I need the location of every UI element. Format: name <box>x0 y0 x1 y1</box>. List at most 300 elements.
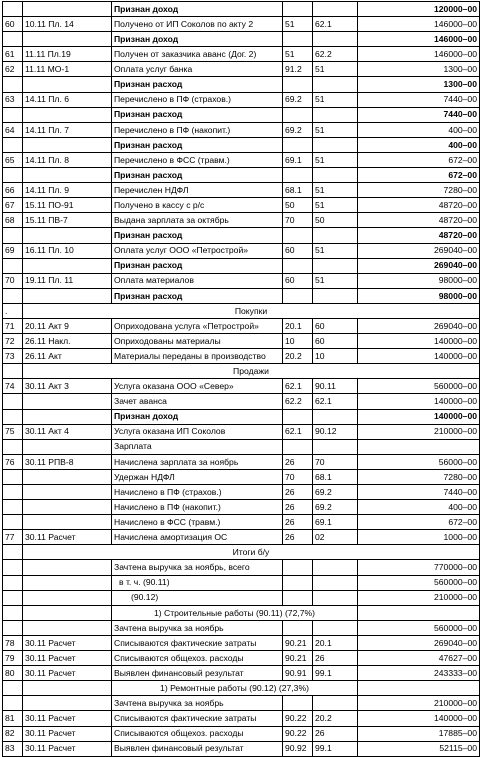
debit-account <box>283 77 313 92</box>
entry-operation: Оплата услуг ООО «Петрострой» <box>112 243 283 258</box>
entry-number <box>3 590 23 605</box>
debit-account: 70 <box>283 469 313 484</box>
debit-account: 90.21 <box>283 635 313 650</box>
entry-number <box>3 605 23 620</box>
entry-amount: 48720–00 <box>358 198 480 213</box>
entry-number <box>3 364 23 379</box>
entry-amount: 400–00 <box>358 500 480 515</box>
debit-account <box>283 590 313 605</box>
credit-account: 62.1 <box>313 394 358 409</box>
entry-date: 16.11 Пл. 10 <box>23 243 112 258</box>
entry-date <box>23 409 112 424</box>
entry-operation: Списываются общехоз. расходы <box>112 651 283 666</box>
entry-date: 26.11 Акт <box>23 349 112 364</box>
entry-amount: 269040–00 <box>358 258 480 273</box>
entry-date <box>23 500 112 515</box>
credit-account <box>313 288 358 303</box>
entry-operation: Перечислено в ПФ (накопит.) <box>112 122 283 137</box>
section-title: Итоги б/у <box>23 545 480 560</box>
debit-account: 20.1 <box>283 318 313 333</box>
entry-operation: Перечислено в ФСС (травм.) <box>112 152 283 167</box>
entry-number <box>3 500 23 515</box>
entry-amount: 140000–00 <box>358 349 480 364</box>
journal-row <box>3 409 480 424</box>
credit-account: 62.2 <box>313 47 358 62</box>
credit-account: 60 <box>313 334 358 349</box>
entry-number <box>3 439 23 454</box>
journal-row <box>3 122 480 137</box>
debit-account: 26 <box>283 530 313 545</box>
entry-amount: 140000–00 <box>358 334 480 349</box>
entry-operation: Списываются фактические затраты <box>112 711 283 726</box>
journal-row <box>3 273 480 288</box>
entry-date: 20.11 Акт 9 <box>23 318 112 333</box>
entry-number: 60 <box>3 17 23 32</box>
entry-number: 79 <box>3 651 23 666</box>
entry-operation: Зачтена выручка за ноябрь, всего <box>112 560 283 575</box>
entry-date: 30.11 Расчет <box>23 666 112 681</box>
journal-row <box>3 620 480 635</box>
entry-number: 70 <box>3 273 23 288</box>
section-title: Покупки <box>23 303 480 318</box>
entry-date: 14.11 Пл. 9 <box>23 183 112 198</box>
entry-date <box>23 439 112 454</box>
entry-date <box>23 590 112 605</box>
entry-number <box>3 681 23 696</box>
entry-number: 65 <box>3 152 23 167</box>
credit-account: 51 <box>313 198 358 213</box>
debit-account: 20.2 <box>283 349 313 364</box>
entry-operation: Списываются общехоз. расходы <box>112 726 283 741</box>
entry-amount: 560000–00 <box>358 575 480 590</box>
entry-date <box>23 620 112 635</box>
debit-account: 90.22 <box>283 726 313 741</box>
entry-number: 73 <box>3 349 23 364</box>
entry-amount: 269040–00 <box>358 318 480 333</box>
entry-date <box>23 77 112 92</box>
entry-amount: 146000–00 <box>358 47 480 62</box>
entry-date: 11.11 МО-1 <box>23 62 112 77</box>
entry-amount: 269040–00 <box>358 243 480 258</box>
section-title: Продажи <box>23 364 480 379</box>
entry-operation: Выдана зарплата за октябрь <box>112 213 283 228</box>
entry-operation: Оприходована услуга «Петрострой» <box>112 318 283 333</box>
credit-account <box>313 620 358 635</box>
debit-account: 90.21 <box>283 651 313 666</box>
debit-account <box>283 288 313 303</box>
entry-amount: 56000–00 <box>358 454 480 469</box>
entry-operation: Услуга оказана ООО «Север» <box>112 379 283 394</box>
journal-row <box>3 137 480 152</box>
entry-number: 69 <box>3 243 23 258</box>
credit-account: 50 <box>313 213 358 228</box>
journal-row <box>3 590 480 605</box>
entry-number: 80 <box>3 666 23 681</box>
entry-operation: Зарплата <box>112 439 283 454</box>
entry-date: 30.11 Расчет <box>23 726 112 741</box>
credit-account: 70 <box>313 454 358 469</box>
debit-account <box>283 107 313 122</box>
entry-amount: 269040–00 <box>358 635 480 650</box>
credit-account <box>313 77 358 92</box>
entry-date: 14.11 Пл. 7 <box>23 122 112 137</box>
debit-account: 60 <box>283 273 313 288</box>
entry-date: 30.11 Акт 4 <box>23 424 112 439</box>
entry-operation: Оплата материалов <box>112 273 283 288</box>
entry-date <box>23 560 112 575</box>
journal-row <box>3 228 480 243</box>
debit-account: 51 <box>283 17 313 32</box>
journal-row <box>3 681 480 696</box>
entry-amount: 140000–00 <box>358 711 480 726</box>
entry-operation: Зачет аванса <box>112 394 283 409</box>
journal-row <box>3 198 480 213</box>
entry-date: 19.11 Пл. 11 <box>23 273 112 288</box>
entry-amount: 146000–00 <box>358 32 480 47</box>
entry-operation: (90.12) <box>112 590 283 605</box>
journal-row <box>3 575 480 590</box>
journal-row <box>3 243 480 258</box>
credit-account <box>313 32 358 47</box>
debit-account <box>283 620 313 635</box>
credit-account: 68.1 <box>313 469 358 484</box>
journal-row <box>3 168 480 183</box>
journal-row <box>3 696 480 711</box>
entry-number: 63 <box>3 92 23 107</box>
entry-date: 15.11 ПО-91 <box>23 198 112 213</box>
journal-row <box>3 711 480 726</box>
credit-account: 10 <box>313 349 358 364</box>
journal-row <box>3 485 480 500</box>
credit-account: 69.1 <box>313 515 358 530</box>
entry-amount: 47627–00 <box>358 651 480 666</box>
entry-number: 75 <box>3 424 23 439</box>
entry-number <box>3 545 23 560</box>
journal-body <box>3 2 480 757</box>
debit-account: 60 <box>283 243 313 258</box>
entry-operation: Признан доход <box>112 409 283 424</box>
debit-account: 62.2 <box>283 394 313 409</box>
credit-account: 69.2 <box>313 485 358 500</box>
entry-operation: Зачтена выручка за ноябрь <box>112 620 283 635</box>
debit-account: 90.92 <box>283 741 313 756</box>
debit-account <box>283 32 313 47</box>
entry-amount: 560000–00 <box>358 379 480 394</box>
journal-row <box>3 349 480 364</box>
entry-date <box>23 228 112 243</box>
entry-operation: Признан расход <box>112 258 283 273</box>
entry-amount: 17885–00 <box>358 726 480 741</box>
entry-operation: Получено в кассу с р/с <box>112 198 283 213</box>
entry-operation: Получен от заказчика аванс (Дог. 2) <box>112 47 283 62</box>
entry-amount: 146000–00 <box>358 17 480 32</box>
debit-account <box>283 560 313 575</box>
entry-date <box>23 485 112 500</box>
entry-number: 64 <box>3 122 23 137</box>
entry-operation: Услуга оказана ИП Соколов <box>112 424 283 439</box>
entry-date <box>23 575 112 590</box>
credit-account: 90.12 <box>313 424 358 439</box>
credit-account <box>313 439 358 454</box>
entry-operation: Начислено в ПФ (страхов.) <box>112 485 283 500</box>
entry-date <box>23 32 112 47</box>
entry-number <box>3 620 23 635</box>
credit-account: 20.1 <box>313 635 358 650</box>
debit-account: 26 <box>283 485 313 500</box>
entry-number: 66 <box>3 183 23 198</box>
entry-date <box>23 696 112 711</box>
entry-amount: 98000–00 <box>358 288 480 303</box>
debit-account <box>283 696 313 711</box>
entry-amount: 210000–00 <box>358 696 480 711</box>
entry-number: 78 <box>3 635 23 650</box>
debit-account: 69.1 <box>283 152 313 167</box>
entry-amount: 400–00 <box>358 122 480 137</box>
entry-number <box>3 228 23 243</box>
entry-date: 30.11 Расчет <box>23 635 112 650</box>
debit-account: 91.2 <box>283 62 313 77</box>
entry-number: 72 <box>3 334 23 349</box>
entry-date <box>23 137 112 152</box>
entry-number <box>3 107 23 122</box>
entry-number <box>3 288 23 303</box>
journal-row <box>3 92 480 107</box>
credit-account: 90.11 <box>313 379 358 394</box>
entry-date <box>23 168 112 183</box>
credit-account <box>313 2 358 17</box>
debit-account: 26 <box>283 500 313 515</box>
entry-operation: Признан доход <box>112 2 283 17</box>
entry-date <box>23 258 112 273</box>
entry-date <box>23 107 112 122</box>
journal-row <box>3 500 480 515</box>
entry-number <box>3 32 23 47</box>
entry-amount: 48720–00 <box>358 213 480 228</box>
entry-number <box>3 469 23 484</box>
entry-operation: Признан расход <box>112 107 283 122</box>
entry-number <box>3 258 23 273</box>
journal-row <box>3 303 480 318</box>
entry-operation: Перечислено в ПФ (страхов.) <box>112 92 283 107</box>
debit-account <box>283 137 313 152</box>
credit-account <box>313 137 358 152</box>
debit-account <box>283 228 313 243</box>
entry-date: 30.11 Расчет <box>23 530 112 545</box>
journal-row <box>3 439 480 454</box>
entry-number <box>3 137 23 152</box>
entry-operation: Признан расход <box>112 168 283 183</box>
credit-account: 51 <box>313 273 358 288</box>
entry-amount: 48720–00 <box>358 228 480 243</box>
entry-date: 11.11 Пл.19 <box>23 47 112 62</box>
journal-row <box>3 318 480 333</box>
debit-account: 90.22 <box>283 711 313 726</box>
entry-number: 74 <box>3 379 23 394</box>
credit-account: 02 <box>313 530 358 545</box>
journal-row <box>3 666 480 681</box>
entry-date: 30.11 Расчет <box>23 741 112 756</box>
credit-account: 20.2 <box>313 711 358 726</box>
journal-row <box>3 530 480 545</box>
entry-number: 62 <box>3 62 23 77</box>
debit-account: 90.91 <box>283 666 313 681</box>
entry-number <box>3 560 23 575</box>
credit-account: 51 <box>313 183 358 198</box>
entry-operation: Признан доход <box>112 32 283 47</box>
entry-operation: Признан расход <box>112 228 283 243</box>
credit-account: 51 <box>313 152 358 167</box>
debit-account: 50 <box>283 198 313 213</box>
entry-operation: Оплата услуг банка <box>112 62 283 77</box>
entry-number: 61 <box>3 47 23 62</box>
entry-number <box>3 485 23 500</box>
entry-number <box>3 77 23 92</box>
debit-account <box>283 439 313 454</box>
entry-amount: 672–00 <box>358 168 480 183</box>
debit-account: 69.2 <box>283 92 313 107</box>
entry-date: 14.11 Пл. 6 <box>23 92 112 107</box>
entry-date: 30.11 Расчет <box>23 711 112 726</box>
credit-account: 26 <box>313 726 358 741</box>
entry-operation: Выявлен финансовый результат <box>112 666 283 681</box>
subsection-title: 1) Строительные работы (90.11) (72,7%) <box>112 605 358 620</box>
journal-row <box>3 334 480 349</box>
journal-row <box>3 635 480 650</box>
journal-row <box>3 17 480 32</box>
journal-row <box>3 726 480 741</box>
debit-account: 62.1 <box>283 379 313 394</box>
entry-amount: 7280–00 <box>358 183 480 198</box>
journal-row <box>3 288 480 303</box>
entry-date: 30.11 Акт 3 <box>23 379 112 394</box>
debit-account: 62.1 <box>283 424 313 439</box>
entry-amount: 1300–00 <box>358 77 480 92</box>
entry-date: 15.11 ПВ-7 <box>23 213 112 228</box>
journal-row <box>3 545 480 560</box>
entry-date: 26.11 Накл. <box>23 334 112 349</box>
journal-table <box>2 1 480 757</box>
journal-row <box>3 32 480 47</box>
entry-date <box>23 2 112 17</box>
journal-row <box>3 62 480 77</box>
debit-account <box>283 258 313 273</box>
entry-amount: 140000–00 <box>358 409 480 424</box>
entry-date <box>23 515 112 530</box>
journal-row <box>3 213 480 228</box>
entry-amount: 140000–00 <box>358 394 480 409</box>
entry-date: 30.11 Расчет <box>23 651 112 666</box>
credit-account: 99.1 <box>313 666 358 681</box>
credit-account: 99.1 <box>313 741 358 756</box>
debit-account: 70 <box>283 213 313 228</box>
entry-operation: Удержан НДФЛ <box>112 469 283 484</box>
entry-operation: Признан расход <box>112 77 283 92</box>
credit-account <box>313 409 358 424</box>
debit-account <box>283 409 313 424</box>
entry-amount: 7440–00 <box>358 107 480 122</box>
credit-account <box>313 575 358 590</box>
entry-number: 83 <box>3 741 23 756</box>
entry-number <box>3 394 23 409</box>
credit-account: 60 <box>313 318 358 333</box>
credit-account: 62.1 <box>313 17 358 32</box>
entry-amount: 7280–00 <box>358 469 480 484</box>
entry-amount: 7440–00 <box>358 92 480 107</box>
entry-number: 71 <box>3 318 23 333</box>
credit-account <box>313 168 358 183</box>
debit-account: 26 <box>283 454 313 469</box>
debit-account: 68.1 <box>283 183 313 198</box>
entry-amount: 210000–00 <box>358 424 480 439</box>
entry-operation: Материалы переданы в производство <box>112 349 283 364</box>
entry-number: 76 <box>3 454 23 469</box>
entry-operation: Получено от ИП Соколов по акту 2 <box>112 17 283 32</box>
journal-row <box>3 424 480 439</box>
entry-amount: 7440–00 <box>358 485 480 500</box>
journal-row <box>3 605 480 620</box>
entry-operation: Начислена амортизация ОС <box>112 530 283 545</box>
entry-date <box>23 288 112 303</box>
journal-row <box>3 258 480 273</box>
entry-date <box>23 681 112 696</box>
journal-row <box>3 454 480 469</box>
journal-row <box>3 469 480 484</box>
debit-account <box>283 168 313 183</box>
journal-row <box>3 2 480 17</box>
entry-amount: 400–00 <box>358 137 480 152</box>
credit-account <box>313 258 358 273</box>
journal-row <box>3 560 480 575</box>
entry-number: 77 <box>3 530 23 545</box>
entry-number <box>3 575 23 590</box>
entry-operation: в т. ч. (90.11) <box>112 575 283 590</box>
entry-number: . <box>3 303 23 318</box>
credit-account: 26 <box>313 651 358 666</box>
entry-number <box>3 409 23 424</box>
journal-row <box>3 741 480 756</box>
entry-date: 30.11 РПВ-8 <box>23 454 112 469</box>
journal-row <box>3 152 480 167</box>
debit-account <box>283 2 313 17</box>
entry-operation: Списываются фактические затраты <box>112 635 283 650</box>
credit-account <box>313 560 358 575</box>
debit-account: 69.2 <box>283 122 313 137</box>
entry-amount: 243333–00 <box>358 666 480 681</box>
journal-row <box>3 651 480 666</box>
entry-operation: Оприходованы материалы <box>112 334 283 349</box>
entry-number <box>3 168 23 183</box>
entry-amount: 672–00 <box>358 515 480 530</box>
entry-amount: 120000–00 <box>358 2 480 17</box>
entry-amount: 52115–00 <box>358 741 480 756</box>
credit-account: 51 <box>313 122 358 137</box>
credit-account <box>313 696 358 711</box>
entry-number: 68 <box>3 213 23 228</box>
debit-account <box>283 575 313 590</box>
credit-account: 51 <box>313 243 358 258</box>
credit-account <box>313 590 358 605</box>
journal-row <box>3 394 480 409</box>
entry-amount: 672–00 <box>358 152 480 167</box>
entry-amount: 1000–00 <box>358 530 480 545</box>
entry-date: 14.11 Пл. 8 <box>23 152 112 167</box>
journal-row <box>3 379 480 394</box>
entry-amount <box>358 439 480 454</box>
entry-operation: Выявлен финансовый результат <box>112 741 283 756</box>
entry-number <box>3 2 23 17</box>
debit-account: 26 <box>283 515 313 530</box>
subsection-title: 1) Ремонтные работы (90.12) (27,3%) <box>112 681 358 696</box>
